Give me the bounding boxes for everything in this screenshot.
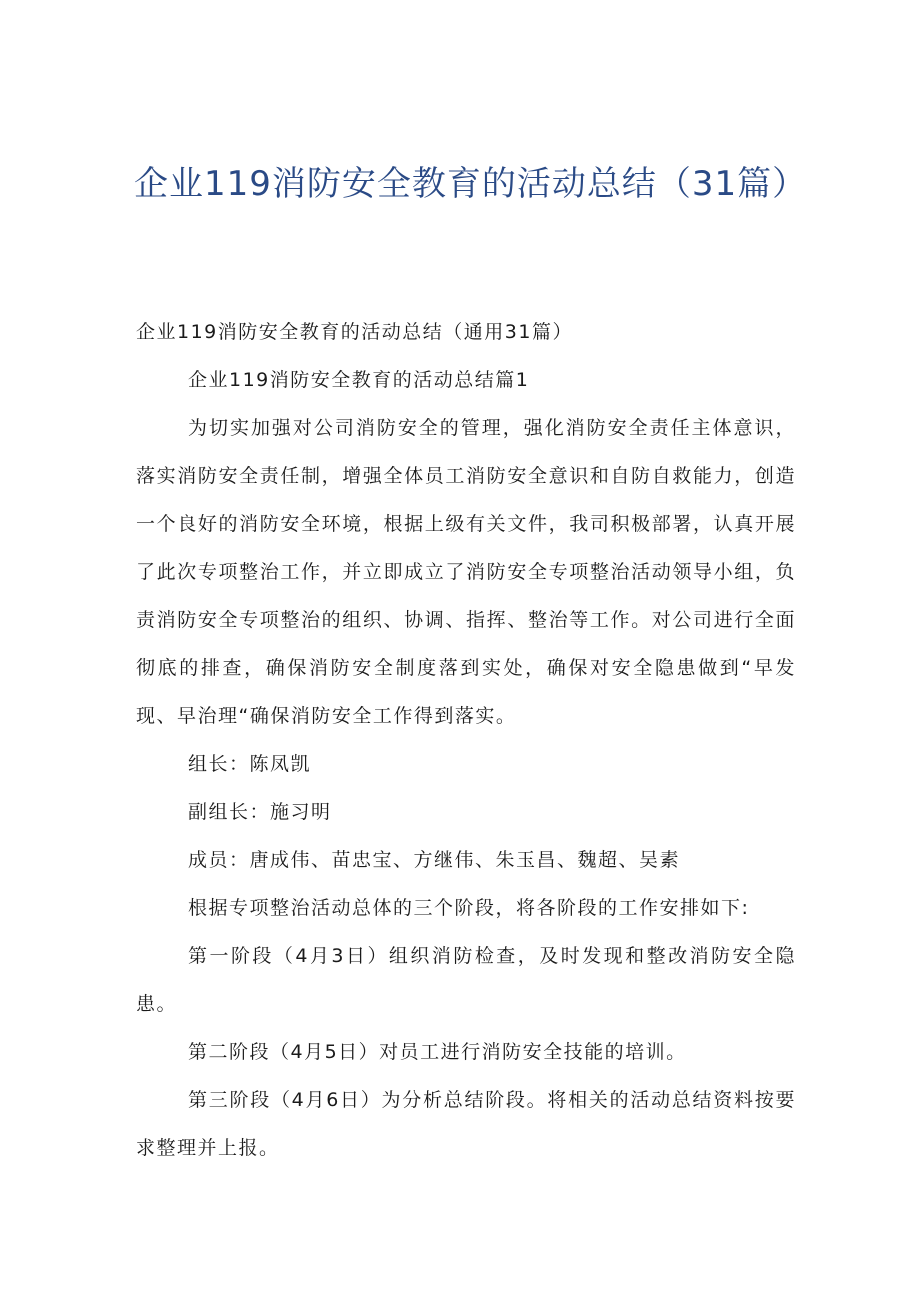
plan-intro: 根据专项整治活动总体的三个阶段，将各阶段的工作安排如下: — [188, 897, 750, 919]
phase-3: 第三阶段（4月6日）为分析总结阶段。将相关的活动总结资料按要求整理并上报。 — [136, 1089, 796, 1159]
team-deputy-leader: 副组长：施习明 — [188, 801, 332, 823]
section-heading: 企业119消防安全教育的活动总结篇1 — [188, 369, 530, 391]
phase-1: 第一阶段（4月3日）组织消防检查，及时发现和整改消防安全隐患。 — [136, 945, 796, 1015]
team-members: 成员：唐成伟、苗忠宝、方继伟、朱玉昌、魏超、吴素 — [188, 849, 681, 871]
phase-2: 第二阶段（4月5日）对员工进行消防安全技能的培训。 — [188, 1041, 687, 1063]
document-body — [136, 308, 796, 1172]
document-title: 企业119消防安全教育的活动总结（31篇） — [134, 164, 808, 204]
team-leader: 组长：陈凤凯 — [188, 753, 312, 775]
document-subtitle: 企业119消防安全教育的活动总结（通用31篇） — [136, 321, 573, 343]
intro-paragraph: 为切实加强对公司消防安全的管理，强化消防安全责任主体意识，落实消防安全责任制，增强全体员工消防安全意识和自防自救能力，创造一个良好的消防安全环境，根据上级有关文件，我司积极部署，认真开展了此次专项整治工作，并立即成立了消防安全专项整治活动领导小组，负责消防安全专项整治的组织、协调、指挥、整治等工作。对公司进行全面彻底的排查，确保消防安全制度落到实处，确保对安全隐患做到“早发现、早治理“确保消防安全工作得到落实。 — [136, 417, 796, 727]
